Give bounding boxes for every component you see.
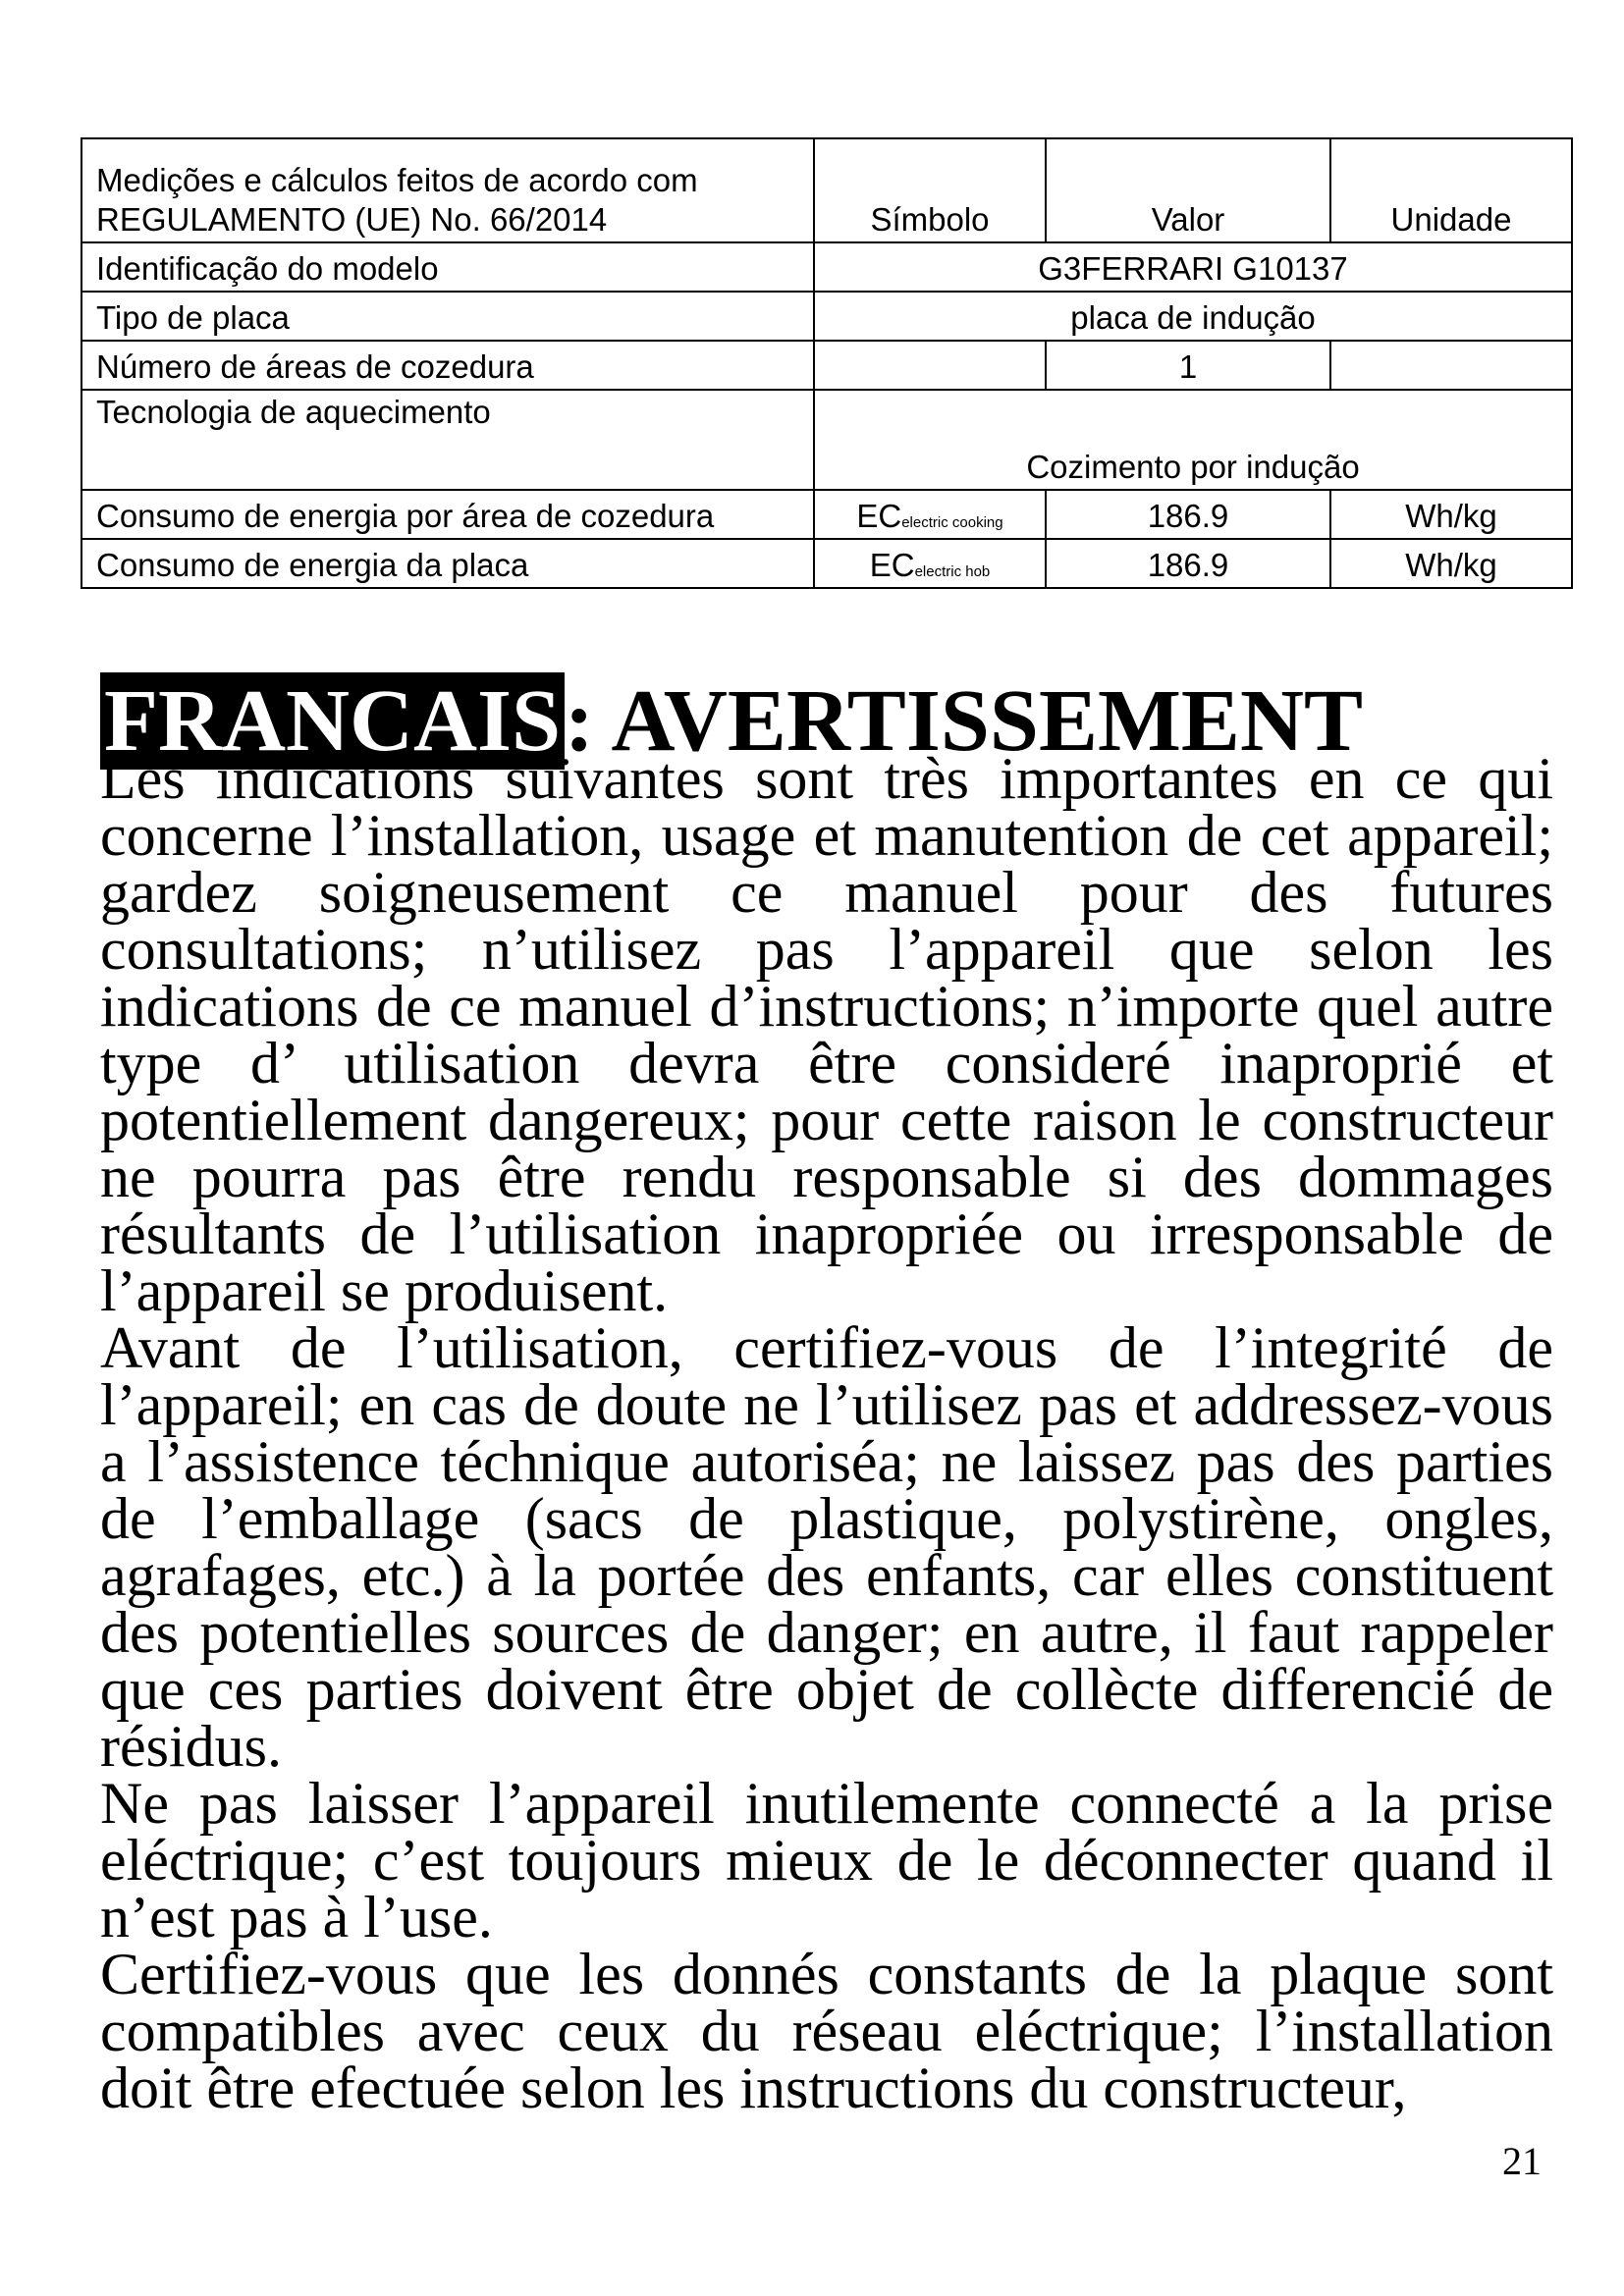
symbol-subscript: electric cooking: [901, 513, 1003, 531]
row-symbol: [814, 341, 1046, 390]
language-label: FRANCAIS: [100, 672, 565, 770]
warning-section: [100, 672, 1553, 2120]
row-value: 1: [1046, 341, 1330, 390]
page-number: 21: [1502, 2139, 1542, 2183]
row-value: 186.9: [1046, 490, 1330, 539]
row-unit: Wh/kg: [1330, 539, 1572, 588]
row-unit: [1330, 341, 1572, 390]
header-value: Valor: [1046, 138, 1330, 242]
header-description: [81, 138, 814, 242]
header-symbol: Símbolo: [814, 138, 1046, 242]
row-merged-value: G3FERRARI G10137: [814, 242, 1572, 292]
symbol-main: EC: [856, 497, 902, 534]
table-row: [81, 341, 1572, 390]
row-merged-value: Cozimento por indução: [814, 390, 1572, 490]
row-value: 186.9: [1046, 539, 1330, 588]
header-unit: Unidade: [1330, 138, 1572, 242]
paragraph: Les indications suivantes sont très importantes en ce qui concerne l’installation, usage et manutention de cet appareil; gardez soigneusement ce manuel pour des futures consultations; n’utilisez pas l’appareil que selon les indications de ce manuel d’instructions; n’importe quel autre type d’ utilisation devra être consideré inaproprié et potentiellement dangereux; pour cette raison le constructeur ne pourra pas être rendu responsable si des dommages résultants de l’utilisation inapropriée ou irresponsable de l’appareil se produisent.: [100, 746, 1553, 1323]
section-title: : AVERTISSEMENT: [565, 672, 1363, 770]
table-row: [81, 390, 1572, 490]
row-label: Tipo de placa: [81, 292, 814, 341]
table-row: [81, 490, 1572, 539]
symbol-main: EC: [869, 546, 915, 583]
row-label: Tecnologia de aquecimento: [81, 390, 814, 490]
row-symbol: [814, 490, 1046, 539]
row-symbol: [814, 539, 1046, 588]
table-row: [81, 242, 1572, 292]
table-header-row: [81, 138, 1572, 242]
paragraph: Ne pas laisser l’appareil inutilemente connecté a la prise eléctrique; c’est toujours mieux de le déconnecter quand il n’est pas à l’use.: [100, 1771, 1553, 1949]
section-heading: [100, 672, 1553, 770]
row-label: Consumo de energia da placa: [81, 539, 814, 588]
table-row: [81, 539, 1572, 588]
header-description-line2: REGULAMENTO (UE) No. 66/2014: [96, 200, 608, 238]
row-label: Número de áreas de cozedura: [81, 341, 814, 390]
header-description-line1: Medições e cálculos feitos de acordo com: [96, 161, 698, 198]
energy-spec-table: [81, 137, 1573, 589]
paragraph: Avant de l’utilisation, certifiez-vous de l’integrité de l’appareil; en cas de doute ne l’utilisez pas et addressez-vous a l’assistence téchnique autoriséa; ne laissez pas des parties de l’emballage (sacs de plastique, polystirène, ongles, agrafages, etc.) à la portée des enfants, car elles constituent des potentielles sources de danger; en autre, il faut rappeler que ces parties doivent être objet de collècte differencié de résidus.: [100, 1315, 1553, 1779]
paragraph: Certifiez-vous que les donnés constants de la plaque sont compatibles avec ceux du réseau eléctrique; l’installation doit être efectuée selon les instructions du constructeur,: [100, 1942, 1553, 2120]
row-label: Identificação do modelo: [81, 242, 814, 292]
table-row: [81, 292, 1572, 341]
row-merged-value: placa de indução: [814, 292, 1572, 341]
row-label: Consumo de energia por área de cozedura: [81, 490, 814, 539]
symbol-subscript: electric hob: [914, 562, 991, 580]
row-unit: Wh/kg: [1330, 490, 1572, 539]
